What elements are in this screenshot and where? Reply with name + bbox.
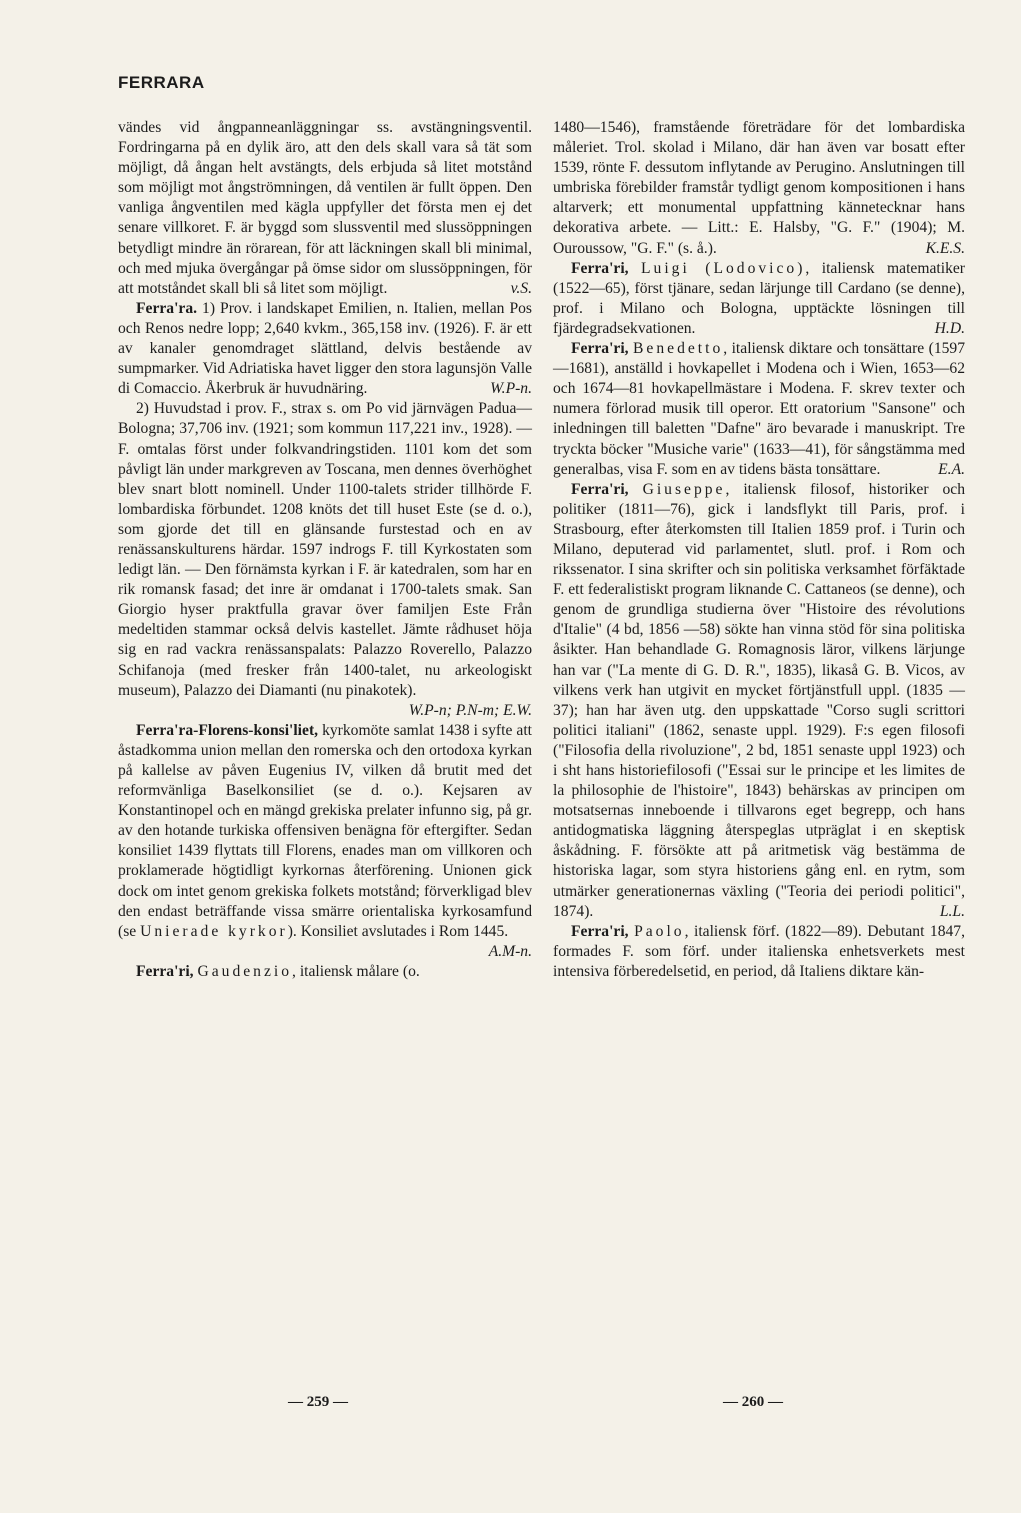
- entry-ferrara-province: [118, 299, 532, 399]
- author-signature: K.E.S.: [925, 239, 965, 257]
- entry-text: kyrkomöte samlat 1438 i syfte att åstadkomma union mellan den romerska och den ortodoxa kyrkan på kallelse av påven Eugenius IV, vilken då brutit med det reformvänliga Baselkonsiliet (se d. o.). Kejsaren av Konstantinopel och en mängd grekiska prelater infunno sig, på gr. av den hotande turkiska offensiven benägna för eftergifter. Sedan konsiliet 1439 flyttats till Florens, enades man om villkoren och proklamerade högtidligt kyrkornas återförening. Unionen gick dock om intet genom grekiska folkets motstånd; förverkligad blev den endast beträffande vissa smärre orientaliska kyrkosamfund (se: [118, 721, 532, 940]
- author-signature: A.M-n.: [488, 942, 532, 960]
- headword: Ferra'ri,: [571, 340, 629, 358]
- person-name: Gaudenzio: [197, 962, 293, 980]
- left-column: [118, 118, 532, 982]
- cross-reference: Unierade kyrkor: [140, 922, 288, 940]
- author-signature: v.S.: [510, 279, 532, 297]
- headword: Ferra'ra-Florens-konsi'liet,: [136, 721, 319, 739]
- entry-ferrari-paolo: [553, 922, 965, 982]
- author-signature: W.P-n; P.N-m; E.W.: [408, 701, 532, 719]
- author-signature: H.D.: [934, 319, 965, 337]
- page-header-title: FERRARA: [118, 73, 205, 92]
- entry-text: , italiensk målare (o.: [292, 962, 420, 980]
- entry-text: , italiensk diktare och tonsättare (1597—1681), anställd i hovkapellet i Modena och i Wien, 1653—62 och 1674—81 hovkapellmästare i Modena. F. skrev texter och numera förlorad musik till operor. Ett oratorium "Sansone" och inledningen till baletten "Dafne" äro bevarade i manuskript. Tre tryckta böcker "Musiche varie" (1633—41), för sångstämma med generalbas, visa F. som en av tidens bästa tonsättare.: [553, 340, 966, 478]
- entry-text: 2) Huvudstad i prov. F., strax s. om Po vid järnvägen Padua—Bologna; 37,706 inv. (1921; som kommun 117,221 inv., 1928). — F. omtalas först under folkvandringstiden. 1101 kom det som påvligt län under markgreven av Toscana, men dennes överhöghet blev snart blott nominell. Under 1100-talets strider tillhörde F. lombardiska förbundet. 1208 knöts det till huset Este (se d. o.), som gjorde det till en glänsande furstestad och en av renässanskulturens härdar. 1597 indrogs F. till Kyrkostaten som ledigt län. — Den förnämsta kyrkan i F. är katedralen, som har en rik romansk fasad; det inre är omdanat i 1700-talets smak. San Giorgio hyser praktfulla gravar över familjen Este Från medeltiden stammar också delvis kastellet. Jämte rådhuset höja sig en rad vackra renässanspalats: Palazzo Roverello, Palazzo Schifanoja (med fresker från 1400-talet, nu arkeologiskt museum), Palazzo dei Diamanti (nu pinakotek).: [118, 400, 532, 699]
- entry-text: , italiensk matematiker (1522—65), först tjänare, sedan lärjunge till Cardano (se denne), prof. i Milano och Bologna, upptäckte lösningen till fjärdegradsekvationen.: [553, 259, 965, 337]
- author-signature: W.P-n.: [490, 380, 532, 398]
- author-signature: E.A.: [938, 460, 965, 478]
- entry-ferrari-giuseppe: [553, 480, 965, 922]
- right-column: [553, 118, 965, 982]
- entry-text: 1480—1546), framstående företrädare för det lombardiska måleriet. Trol. skolad i Milano, där han även var bosatt efter 1539, rönte F. dessutom inflytande av Perugino. Anslutningen till umbriska förebilder framstår tydligt genom kompositionen i hans altarverk; ett monumental uppfattning kännetecknar hans dekorativa arbete. — Litt.: E. Halsby, "G. F." (1904); M. Ouroussow, "G. F." (s. å.).: [553, 119, 965, 257]
- entry-text: vändes vid ångpanneanläggningar ss. avstängningsventil. Fordringarna på en dylik äro, att den dels skall vara så tät som möjligt, då ångan helt avstängts, dels erbjuda så litet motstånd som möjligt mot ångströmningen, då ventilen är fullt öppen. Den vanliga ångventilen med kägla uppfyller det första men ej det senare villkoret. F. är byggd som slussventil med slussöppningen betydligt mindre än rörarean, för att läckningen skall bli minimal, och med mjuka övergångar på ömse sidor om slussöppningen, för att motståndet skall bli så litet som möjligt.: [118, 119, 532, 297]
- person-name: Giuseppe: [642, 480, 726, 498]
- headword: Ferra'ri,: [136, 962, 194, 980]
- person-name: Benedetto: [633, 340, 724, 358]
- page-number-left: — 259 —: [288, 1394, 348, 1410]
- entry-ferrara-valve: [118, 118, 532, 299]
- entry-text: , italiensk förf. (1822—89). Debutant 1847, formades F. som förf. under italienska enhetsverkets mest intensiva förberedelsetid, en period, då Italiens diktare kän-: [553, 922, 965, 980]
- entry-ferrari-gaudenzio-cont: [553, 118, 965, 259]
- entry-text: 1) Prov. i landskapet Emilien, n. Italien, mellan Pos och Renos nedre lopp; 2,640 kvkm., 365,158 inv. (1926). F. är ett av kanaler genomdraget slättland, delvis bestående av sumpmarker. Vid Adriatiska havet ligger den stora lagunsjön Valle di Comaccio. Åkerbruk är huvudnäring.: [118, 299, 532, 398]
- entry-ferrara-florens-konsiliet: [118, 721, 532, 962]
- entry-ferrari-benedetto: [553, 339, 965, 480]
- entry-ferrari-luigi: [553, 259, 965, 339]
- author-signature: L.L.: [939, 902, 965, 920]
- headword: Ferra'ri,: [571, 259, 629, 277]
- headword: Ferra'ra.: [136, 299, 198, 317]
- headword: Ferra'ri,: [571, 480, 629, 498]
- entry-text: , italiensk filosof, historiker och politiker (1811—76), gick i landsflykt till Paris, prof. i Strasbourg, efter återkomsten till Italien 1859 prof. i Turin och Milano, deputerad vid parlamentet, slutl. prof. i Rom och rikssenator. I sina skrifter och sin politiska verksamhet förfäktade F. ett federalistiskt program liknande C. Cattaneos (se denne), och genom de grundliga studierna över "Histoire des révolutions d'Italie" (4 bd, 1856 —58) sökte han vinna stöd för sina politiska åsikter. Han behandlade G. Romagnosis läror, vilkens lärjunge han var ("La mente di G. D. R.", 1835), likaså G. B. Vicos, av vilkens verk han utgivit en mycket förtjänstfull uppl. (1835 —37); han har även utg. den uppskattade "Corso sugli scrittori politici italiani" (1862, senaste uppl. 1929). F:s egen filosofi ("Filosofia della rivoluzione", 2 bd, 1851 senaste uppl 1923) och i sht hans historiefilosofi ("Essai sur le principe et les limites de la philosophie de l'histoire", 1843) behärskas av principen om motsatsernas inneboende i tillvarons eget begrepp, och hans antidogmatiska läggning återspeglas utpräglat i en skeptisk åskådning. F. försökte att på aritmetisk väg bestämma de historiska lagar, som styra historiens gång enl. en rytm, som utmärker generationernas växling ("Teoria dei periodi politici", 1874).: [553, 480, 965, 920]
- person-name: Luigi (Lodovico): [641, 259, 806, 277]
- headword: Ferra'ri,: [571, 922, 629, 940]
- person-name: Paolo: [634, 922, 685, 940]
- entry-ferrara-city: [118, 399, 532, 721]
- entry-ferrari-gaudenzio: [118, 962, 532, 982]
- entry-text: ). Konsiliet avslutades i Rom 1445.: [287, 922, 509, 940]
- page-number-right: — 260 —: [723, 1394, 783, 1410]
